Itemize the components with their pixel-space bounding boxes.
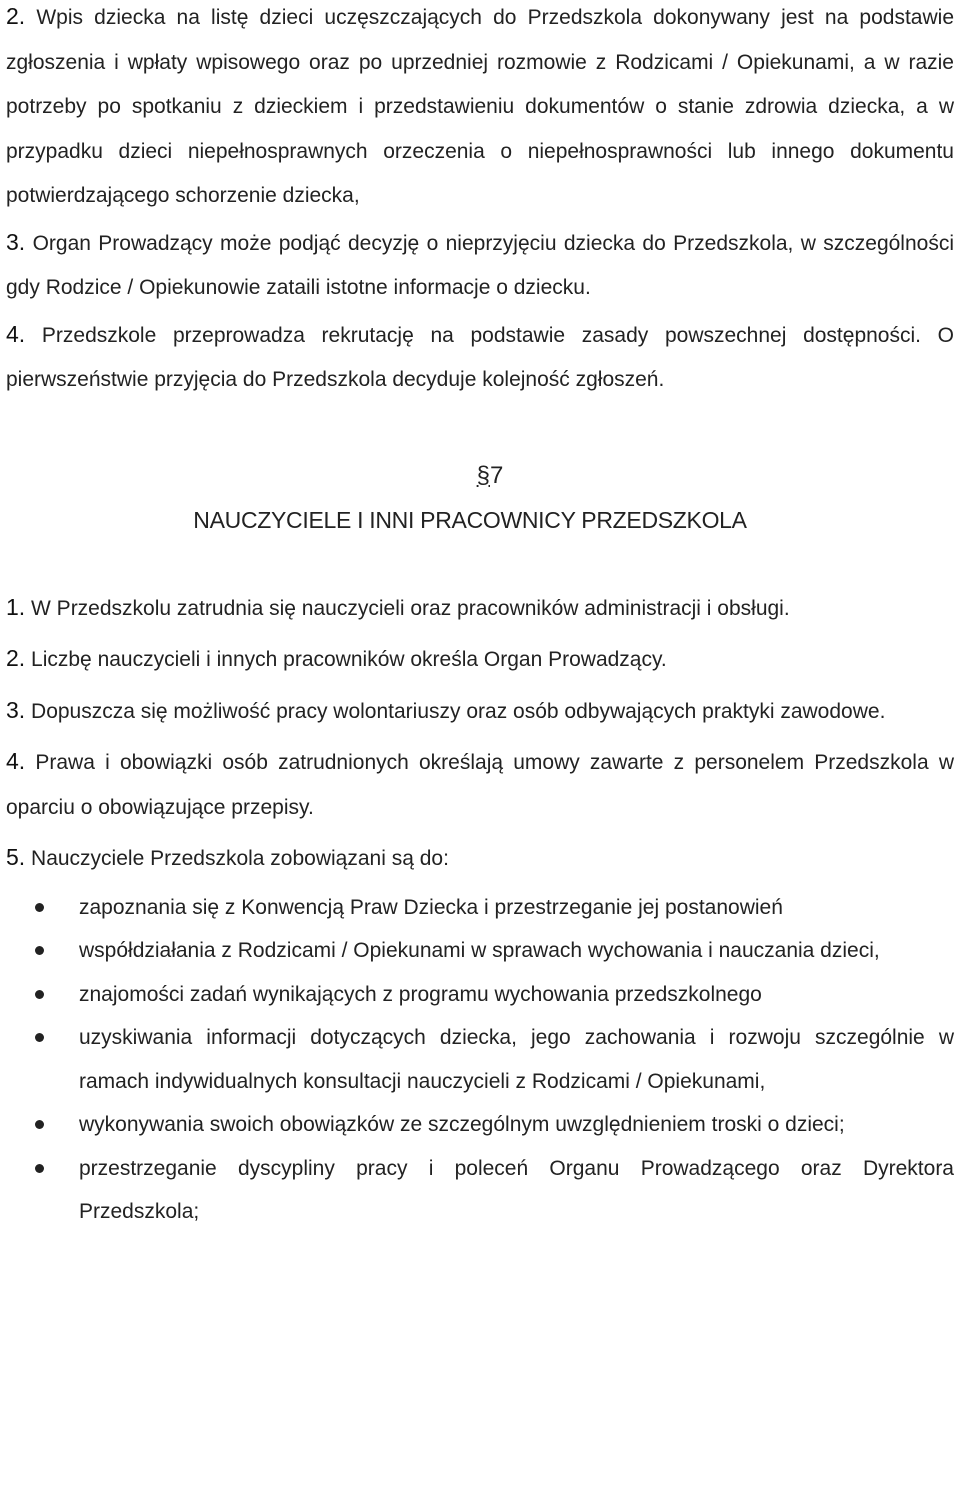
paragraph-6-3 (6, 220, 954, 311)
list-item (6, 1016, 954, 1103)
bullet-icon (35, 1033, 44, 1042)
paragraph-number: 5. (6, 844, 26, 870)
paragraph-7-4 (6, 739, 954, 830)
bullet-icon (35, 990, 44, 999)
paragraph-text: W Przedszkolu zatrudnia się nauczycieli oraz pracowników administracji i obsługi. (31, 596, 790, 620)
paragraph-text: Dopuszcza się możliwość pracy wolontariuszy oraz osób odbywających praktyki zawodowe. (31, 699, 886, 723)
section-7-items (6, 585, 954, 882)
list-item-text: przestrzeganie dyscypliny pracy i poleceń Organu Prowadzącego oraz Dyrektora Przedszkola; (79, 1156, 954, 1223)
list-item (6, 1147, 954, 1234)
duties-list (6, 886, 954, 1234)
list-item (6, 929, 954, 973)
paragraph-7-3 (6, 688, 954, 735)
list-item-text: uzyskiwania informacji dotyczących dziecka, jego zachowania i rozwoju szczególnie w ramach indywidualnych konsultacji nauczycieli z Rodzicami / Opiekunami, (79, 1026, 954, 1093)
list-item-text: współdziałania z Rodzicami / Opiekunami w sprawach wychowania i nauczania dzieci, (79, 939, 880, 962)
list-item (6, 886, 954, 930)
bullet-icon (35, 946, 44, 955)
list-item (6, 973, 954, 1017)
paragraph-6-2 (6, 0, 954, 219)
list-item-text: znajomości zadań wynikających z programu wychowania przedszkolnego (79, 982, 762, 1006)
bullet-icon (35, 1120, 44, 1129)
paragraph-number: 2. (6, 3, 26, 29)
paragraph-number: 3. (6, 228, 26, 255)
paragraph-6-4 (6, 312, 954, 403)
section-title: NAUCZYCIELE I INNI PRACOWNICY PRZEDSZKOLA (193, 506, 747, 533)
list-item-text: zapoznania się z Konwencją Praw Dziecka i przestrzeganie jej postanowień (79, 895, 783, 919)
paragraph-7-1 (6, 585, 954, 632)
paragraph-number: 1. (6, 593, 26, 620)
paragraph-number: 4. (6, 748, 26, 774)
paragraph-text: Prawa i obowiązki osób zatrudnionych określają umowy zawarte z personelem Przedszkola w oparciu o obowiązujące przepisy. (6, 751, 954, 819)
paragraph-text: Wpis dziecka na listę dzieci uczęszczających do Przedszkola dokonywany jest na podstawie zgłoszenia i wpłaty wpisowego oraz po uprzedniej rozmowie z Rodzicami / Opiekunami, a w razie potrzeby po spotkaniu z dzieckiem i przedstawieniu dokumentów o stanie zdrowia dziecka, a w przypadku dzieci niepełnosprawnych orzeczenia o niepełnosprawności lub innego dokumentu potwierdzającego schorzenie dziecka, (6, 6, 954, 207)
list-item-text: wykonywania swoich obowiązków ze szczególnym uwzględnieniem troski o dzieci; (79, 1113, 845, 1136)
paragraph-text: Liczbę nauczycieli i innych pracowników określa Organ Prowadzący. (31, 648, 667, 671)
paragraph-text: Przedszkole przeprowadza rekrutację na podstawie zasady powszechnej dostępności. O pierwszeństwie przyjęcia do Przedszkola decyduje kolejność zgłoszeń. (6, 323, 954, 391)
paragraph-text: Organ Prowadzący może podjąć decyzję o nieprzyjęciu dziecka do Przedszkola, w szczególności gdy Rodzice / Opiekunowie zataili istotne informacje o dziecku. (6, 231, 954, 299)
paragraph-number: 4. (6, 320, 26, 347)
section-sign: § (476, 461, 490, 489)
section-number (6, 461, 954, 491)
bullet-icon (35, 903, 44, 912)
paragraph-7-5 (6, 835, 954, 882)
paragraph-7-2 (6, 636, 954, 683)
list-item (6, 1103, 954, 1147)
paragraph-number: 3. (6, 696, 26, 723)
bullet-icon (35, 1164, 44, 1173)
paragraph-text: Nauczyciele Przedszkola zobowiązani są do: (31, 847, 449, 870)
section-heading (6, 461, 954, 535)
section-number-value: 7 (490, 461, 504, 489)
paragraph-number: 2. (6, 645, 26, 671)
